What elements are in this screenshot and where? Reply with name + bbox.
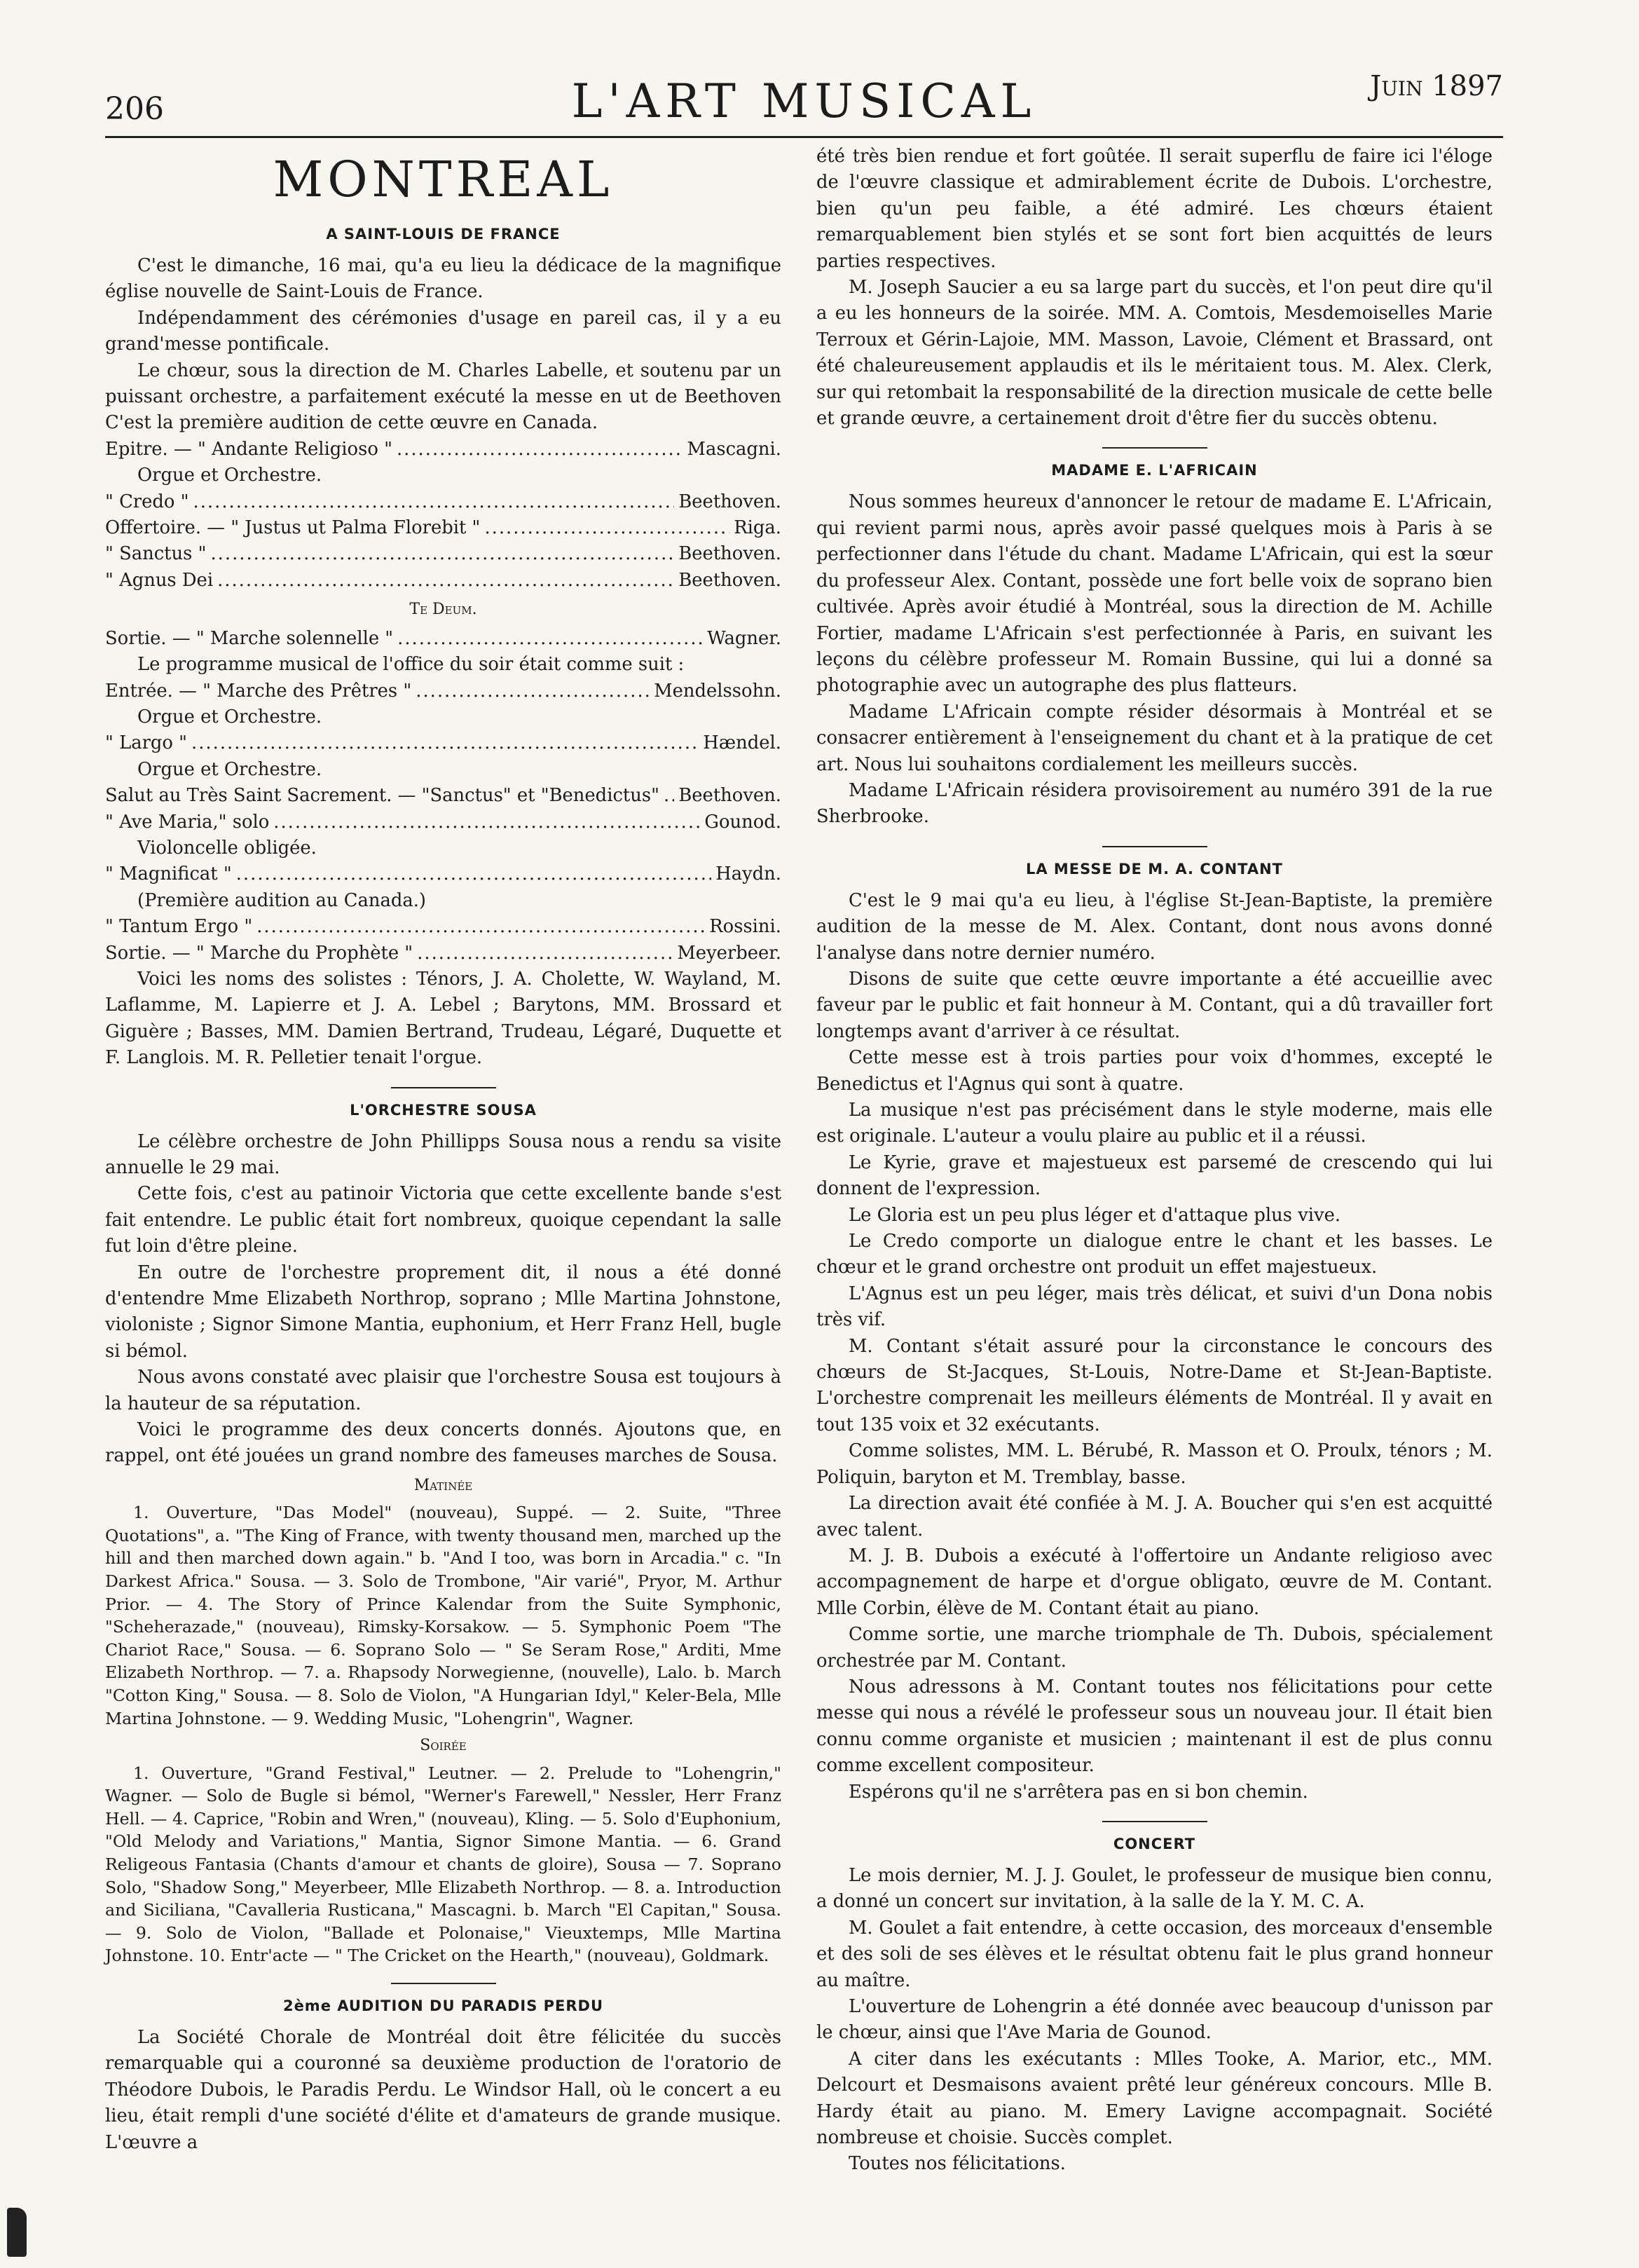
paragraph: Madame L'Africain compte résider désormais à Montréal et se consacrer entièrement à l'enseignement du chant et à la pratique de cet art. Nous lui souhaitons cordialement les meilleurs succès. — [816, 701, 1493, 775]
program-piece: Sortie. — " Marche solennelle " — [105, 627, 394, 649]
program-item — [105, 678, 781, 704]
article-title-saint-louis: A SAINT-LOUIS DE FRANCE — [326, 226, 561, 242]
paragraph: La musique n'est pas précisément dans le style moderne, mais elle est originale. L'auteur a voulu plaire au public et il a réussi. — [816, 1100, 1493, 1147]
paragraph: Nous avons constaté avec plaisir que l'orchestre Sousa est toujours à la hauteur de sa réputation. — [105, 1367, 781, 1414]
program-note: (Première audition au Canada.) — [137, 889, 426, 911]
paragraph: C'est le dimanche, 16 mai, qu'a eu lieu la dédicace de la magnifique église nouvelle de Saint-Louis de France. — [105, 255, 781, 303]
paragraph: A citer dans les exécutants : Mlles Tooke, A. Marior, etc., MM. Delcourt et Desmaisons avaient prêté leur généreux concours. Mlle B. Hardy était au piano. M. Emery Lavigne accompagnait. Société nombreuse et choisie. Succès complet. — [816, 2048, 1493, 2149]
program-piece: Sortie. — " Marche du Prophète " — [105, 942, 413, 964]
paragraph: M. J. B. Dubois a exécuté à l'offertoire un Andante religioso avec accompagnement de harpe et d'orgue obligato, œuvre de M. Contant. Mlle Corbin, élève de M. Contant était au piano. — [816, 1545, 1493, 1619]
dot-leader — [236, 861, 712, 887]
paragraph: M. Goulet a fait entendre, à cette occasion, des morceaux d'ensemble et des soli de ses élèves et le résultat obtenu fait le plus grand honneur au maître. — [816, 1917, 1493, 1991]
section-divider — [1102, 846, 1207, 847]
program-composer: Gounod. — [704, 811, 781, 833]
program-item — [105, 861, 781, 887]
program-composer: Mascagni. — [687, 438, 781, 460]
page-number: 206 — [105, 91, 164, 127]
program-item — [105, 541, 781, 567]
program-piece: Offertoire. — " Justus ut Palma Florebit " — [105, 517, 481, 539]
header-rule — [105, 136, 1503, 138]
paragraph: Comme sortie, une marche triomphale de Th. Dubois, spécialement orchestrée par M. Contant. — [816, 1624, 1493, 1672]
paragraph: Le Gloria est un peu plus léger et d'attaque plus vive. — [849, 1204, 1341, 1226]
dot-leader — [256, 914, 705, 940]
paragraph: L'Agnus est un peu léger, mais très délicat, et suivi d'un Dona nobis très vif. — [816, 1283, 1493, 1331]
program-piece: Entrée. — " Marche des Prêtres " — [105, 680, 412, 702]
dot-leader — [417, 941, 673, 966]
paragraph: Nous sommes heureux d'annoncer le retour de madame E. L'Africain, qui revient parmi nous, après avoir passé quelques mois à Paris à se perfectionner dans l'étude du chant. Madame L'Africain, qui est la sœur du professeur Alex. Contant, possède une fort belle voix de soprano bien cultivée. Après avoir étudié à Montréal, sous la direction de M. Achille Fortier, madame L'Africain s'est perfectionnée à Paris, en suivant les leçons du célèbre professeur M. Romain Bussine, qui lui a donné sa photographie avec un autographe des plus flatteurs. — [816, 491, 1493, 697]
section-city-title: MONTREAL — [273, 151, 614, 208]
program-note: Orgue et Orchestre. — [137, 706, 322, 727]
section-divider — [1102, 1821, 1207, 1822]
paragraph: La Société Chorale de Montréal doit être félicitée du succès remarquable qui a couronné sa deuxième production de l'oratorio de Théodore Dubois, le Paradis Perdu. Le Windsor Hall, où le concert a eu lieu, était rempli d'une société d'élite et d'amateurs de grande musique. L'œuvre a — [105, 2026, 781, 2153]
program-composer: Beethoven. — [678, 785, 781, 807]
left-column — [105, 144, 781, 2156]
program-item — [105, 809, 781, 835]
program-note: Orgue et Orchestre. — [137, 758, 322, 780]
program-composer: Hændel. — [703, 732, 781, 754]
program-item — [105, 783, 781, 809]
program-composer: Rossini. — [709, 916, 781, 938]
section-divider — [391, 1087, 496, 1088]
program-piece: " Largo " — [105, 732, 188, 754]
program-piece: " Magnificat " — [105, 863, 232, 885]
paragraph: C'est le 9 mai qu'a eu lieu, à l'église St-Jean-Baptiste, la première audition de la messe de M. Alex. Contant, dont nous avons donné l'analyse dans notre dernier numéro. — [816, 889, 1493, 964]
article-title-sousa: L'ORCHESTRE SOUSA — [350, 1101, 537, 1119]
program-composer: Riga. — [734, 517, 781, 539]
paragraph: Madame L'Africain résidera provisoirement au numéro 391 de la rue Sherbrooke. — [816, 779, 1493, 828]
program-item — [105, 941, 781, 966]
program-list-evening — [105, 678, 781, 966]
paragraph: Cette fois, c'est au patinoir Victoria que cette excellente bande s'est fait entendre. Le public était fort nombreux, quoique cependant la salle fut loin d'être pleine. — [105, 1183, 781, 1257]
program-note: Orgue et Orchestre. — [137, 465, 322, 486]
matinee-heading: Matinée — [413, 1476, 473, 1494]
paragraph: En outre de l'orchestre proprement dit, il nous a été donné d'entendre Mme Elizabeth Northrop, soprano ; Mlle Martina Johnstone, violoniste ; Signor Simone Mantia, euphonium, et Herr Franz Hell, bugle si bémol. — [105, 1262, 781, 1362]
program-list-morning — [105, 437, 781, 652]
program-item — [105, 626, 781, 652]
program-item — [105, 489, 781, 515]
paragraph: La direction avait été confiée à M. J. A. Boucher qui s'en est acquitté avec talent. — [816, 1493, 1493, 1541]
program-item — [105, 515, 781, 541]
paragraph: Le mois dernier, M. J. J. Goulet, le professeur de musique bien connu, a donné un concert sur invitation, à la salle de la Y. M. C. A. — [816, 1864, 1493, 1913]
program-composer: Mendelssohn. — [654, 680, 781, 702]
paragraph: M. Joseph Saucier a eu sa large part du succès, et l'on peut dire qu'il a eu les honneurs de la soirée. MM. A. Comtois, Mesdemoiselles Marie Terroux et Gérin-Lajoie, MM. Masson, Lavoie, Clément et Brassard, ont été chaleureusement applaudis et ils le méritaient tous. M. Alex. Clerk, sur qui retombait la responsabilité de la direction musicale de cette belle et grande œuvre, a certainement droit d'être fier du succès obtenu. — [816, 277, 1493, 430]
program-piece: " Sanctus " — [105, 543, 207, 565]
program-composer: Meyerbeer. — [677, 942, 781, 964]
page-header — [105, 64, 1503, 135]
soiree-program: 1. Ouverture, "Grand Festival," Leutner. — 2. Prelude to "Lohengrin," Wagner. — Solo de Bugle si bémol, "Werner's Farewell," Nessler, Herr Franz Hell. — 4. Caprice, "Robin and Wren," (nouveau), Kling. — 5. Solo d'Euphonium, "Old Melody and Variations," Mantia, Signor Simone Mantia. — 6. Grand Religeous Fantasia (Chants d'amour et chants de gloire), Sousa — 7. Soprano Solo, "Shadow Song," Meyerbeer, Mlle Elizabeth Northrop. — 8. a. Introduction and Siciliana, "Cavalleria Rusticana," Mascagni. b. March "El Capitan," Sousa. — 9. Solo de Violon, "Ballade et Polonaise," Vieuxtemps, Mlle Martina Johnstone. 10. Entr'acte — " The Cricket on the Hearth," (nouveau), Goldmark. — [105, 1763, 781, 1966]
dot-leader — [273, 809, 700, 835]
program-item — [105, 914, 781, 940]
section-divider — [391, 1983, 496, 1984]
paragraph: L'ouverture de Lohengrin a été donnée avec beaucoup d'unisson par le chœur, ainsi que l'Ave Maria de Gounod. — [816, 1996, 1493, 2044]
paragraph: Le chœur, sous la direction de M. Charles Labelle, et soutenu par un puissant orchestre, a parfaitement exécuté la messe en ut de Beethoven C'est la première audition de cette œuvre en Canada. — [105, 360, 781, 434]
paragraph: Le Credo comporte un dialogue entre le chant et les basses. Le chœur et le grand orchestre ont produit un effet majestueux. — [816, 1231, 1493, 1278]
library-stamp-mark — [7, 2208, 27, 2257]
program-piece: " Ave Maria," solo — [105, 811, 270, 833]
article-title-paradis-perdu: 2ème AUDITION DU PARADIS PERDU — [282, 1997, 604, 2014]
program-composer: Beethoven. — [678, 569, 781, 591]
paragraph: Indépendamment des cérémonies d'usage en pareil cas, il y a eu grand'messe pontificale. — [105, 307, 781, 355]
program-item — [105, 568, 781, 594]
journal-masthead: L'ART MUSICAL — [571, 74, 1037, 128]
program-item — [105, 437, 781, 463]
program-composer: Wagner. — [707, 627, 781, 649]
program-piece: " Agnus Dei — [105, 569, 214, 591]
dot-leader — [484, 515, 729, 541]
program-note: Violoncelle obligée. — [137, 837, 317, 859]
paragraph: M. Contant s'était assuré pour la circonstance le concours des chœurs de St-Jacques, St-Louis, Notre-Dame et St-Jean-Baptiste. L'orchestre comprenait les meilleurs éléments de Montréal. Il y avait en tout 135 voix et 32 exécutants. — [816, 1335, 1493, 1435]
article-title-concert: CONCERT — [1113, 1835, 1196, 1852]
right-column — [816, 144, 1493, 2178]
dot-leader — [664, 783, 674, 809]
issue-date: Juin 1897 — [1370, 70, 1503, 102]
paragraph: Voici le programme des deux concerts donnés. Ajoutons que, en rappel, ont été jouées un grand nombre des fameuses marches de Sousa. — [105, 1419, 781, 1467]
program-piece: " Credo " — [105, 491, 189, 512]
program-piece: " Tantum Ergo " — [105, 916, 253, 938]
program-composer: Beethoven. — [678, 543, 781, 565]
paragraph: Cette messe est à trois parties pour voix d'hommes, excepté le Benedictus et l'Agnus qui sont à quatre. — [816, 1047, 1493, 1095]
dot-leader — [217, 568, 674, 594]
program-piece: Epitre. — " Andante Religioso " — [105, 438, 392, 460]
dot-leader — [416, 678, 650, 704]
paragraph: Le programme musical de l'office du soir était comme suit : — [137, 654, 685, 676]
program-item — [105, 730, 781, 756]
paragraph: Comme solistes, MM. L. Bérubé, R. Masson et O. Proulx, ténors ; M. Poliquin, baryton et M. Tremblay, basse. — [816, 1440, 1493, 1488]
article-title-contant-mass: LA MESSE DE M. A. CONTANT — [1025, 860, 1284, 877]
paragraph: Le célèbre orchestre de John Phillipps Sousa nous a rendu sa visite annuelle le 29 mai. — [105, 1130, 781, 1178]
section-divider — [1102, 447, 1207, 449]
dot-leader — [210, 541, 674, 567]
paragraph: Espérons qu'il ne s'arrêtera pas en si bon chemin. — [849, 1781, 1308, 1803]
paragraph: Voici les noms des solistes : Ténors, J. A. Cholette, W. Wayland, M. Laflamme, M. Lapierre et J. A. Lebel ; Barytons, MM. Brossard et Giguère ; Basses, MM. Damien Bertrand, Trudeau, Légaré, Duquette et F. Langlois. M. R. Pelletier tenait l'orgue. — [105, 968, 781, 1069]
paragraph: Nous adressons à M. Contant toutes nos félicitations pour cette messe qui nous a révélé le professeur sous un nouveau jour. Il était bien connu comme organiste et musicien ; maintenant il est de plus connu comme excellent compositeur. — [816, 1676, 1493, 1777]
program-piece: Salut au Très Saint Sacrement. — "Sanctus" et "Benedictus" — [105, 785, 659, 807]
paragraph: Toutes nos félicitations. — [849, 2153, 1066, 2175]
dot-leader — [191, 730, 699, 756]
paragraph: Le Kyrie, grave et majestueux est parsemé de crescendo qui lui donnent de l'expression. — [816, 1152, 1493, 1200]
program-subheading: Te Deum. — [409, 601, 477, 619]
article-title-lafricain: MADAME E. L'AFRICAIN — [1051, 462, 1258, 479]
soiree-heading: Soirée — [420, 1737, 467, 1755]
program-composer: Beethoven. — [678, 491, 781, 512]
dot-leader — [397, 626, 703, 652]
dot-leader — [193, 489, 675, 515]
matinee-program: 1. Ouverture, "Das Model" (nouveau), Suppé. — 2. Suite, "Three Quotations", a. "The King of France, with twenty thousand men, marched up the hill and then marched down again." b. "And I too, was born in Arcadia." c. "In Darkest Africa." Sousa. — 3. Solo de Trombone, "Air varié", Pryor, M. Arthur Prior. — 4. The Story of Prince Kalendar from the Suite Symphonic, "Scheherazade," (nouveau), Rimsky-Korsakow. — 5. Symphonic Poem "The Chariot Race," Sousa. — 6. Soprano Solo — " Se Seram Rose," Arditi, Mme Elizabeth Northrop. — 7. a. Rhapsody Norwegienne, (nouvelle), Lalo. b. March "Cotton King," Sousa. — 8. Solo de Violon, "A Hungarian Idyl," Keler-Bela, Mlle Martina Johnstone. — 9. Wedding Music, "Lohengrin", Wagner. — [105, 1503, 781, 1728]
program-composer: Haydn. — [715, 863, 781, 885]
dot-leader — [397, 437, 683, 463]
paragraph: Disons de suite que cette œuvre importante a été accueillie avec faveur par le public et fait honneur à M. Contant, qui a dû travailler fort longtemps avant d'arriver à ce résultat. — [816, 968, 1493, 1042]
paragraph: été très bien rendue et fort goûtée. Il serait superflu de faire ici l'éloge de l'œuvre classique et admirablement écrite de Dubois. L'orchestre, bien qu'un peu faible, a été admiré. Les chœurs étaient remarquablement bien stylés et se sont fort bien acquittés de leurs parties respectives. — [816, 146, 1493, 272]
